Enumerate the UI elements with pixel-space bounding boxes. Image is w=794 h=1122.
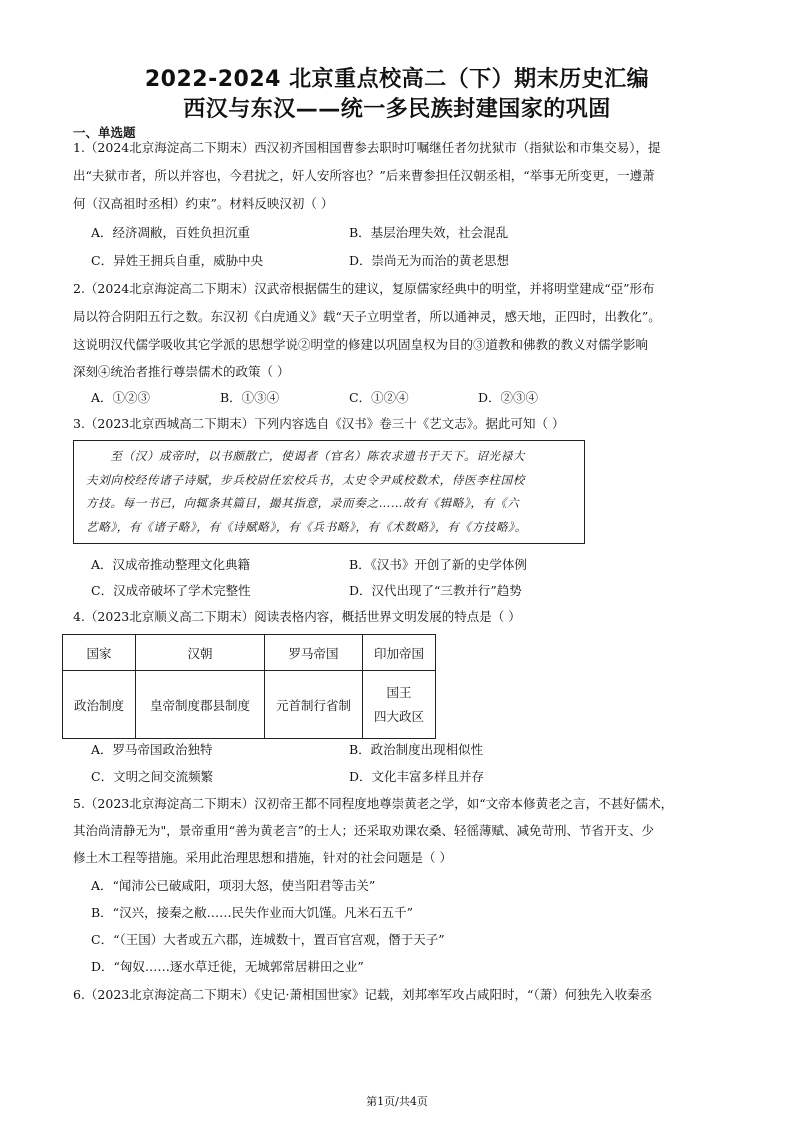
q5-option-d[interactable]: D．“匈奴……逐水草迁徙，无城郭常居耕田之业”	[91, 959, 364, 974]
q2-line-2: 局以符合阴阳五行之数。东汉初《白虎通义》载“天子立明堂者，所以通神灵，感天地，正四时，出教化”。	[73, 309, 661, 324]
table-header-row	[63, 635, 436, 671]
q5-line-1: 5.（2023北京海淀高二下期末）汉初帝王都不同程度地尊崇黄老之学，如“文帝本修黄老之言，不甚好儒术，	[73, 796, 674, 811]
q1-line-2: 出“夫狱市者，所以并容也，今君扰之，奸人安所容也？”后来曹参担任汉朝丞相，“举事无所变更，一遵萧	[73, 168, 655, 183]
q4-line-1: 4.（2023北京顺义高二下期末）阅读表格内容，概括世界文明发展的特点是（ ）	[73, 609, 521, 624]
q1-line-3: 何（汉高祖时丞相）约束”。材料反映汉初（ ）	[73, 196, 334, 211]
q5-option-a[interactable]: A．“闻沛公已破咸阳，项羽大怒，使当阳君等击关”	[91, 878, 376, 893]
q3-line-1: 3.（2023北京西城高二下期末）下列内容选自《汉书》卷三十《艺文志》。据此可知（ ）	[73, 416, 565, 431]
q2-option-c[interactable]: C．①②④	[349, 390, 409, 405]
table-header-cell: 国家	[63, 635, 136, 671]
q5-option-c[interactable]: C．“（王国）大者或五六郡，连城数十，置百官宫观，僭于天子”	[91, 932, 445, 947]
table-cell: 皇帝制度郡县制度	[136, 671, 265, 739]
q4-comparison-table	[62, 634, 436, 739]
q3-source-quote	[73, 440, 585, 544]
q2-option-b[interactable]: B．①③④	[220, 390, 280, 405]
q2-line-3: 这说明汉代儒学吸收其它学派的思想学说②明堂的修建以巩固皇权为目的③道教和佛教的教义对儒学影响	[73, 337, 649, 352]
page-subtitle: 西汉与东汉——统一多民族封建国家的巩固	[183, 97, 611, 122]
q4-option-b[interactable]: B．政治制度出现相似性	[349, 742, 484, 757]
quote-line: 方技。每一书已，向辄条其篇目，撮其指意，录而奏之……故有《辑略》，有《六	[86, 496, 520, 510]
q3-option-a[interactable]: A．汉成帝推动整理文化典籍	[91, 557, 251, 572]
q1-option-c[interactable]: C．异姓王拥兵自重，威胁中央	[91, 253, 264, 268]
q3-option-b[interactable]: B．《汉书》开创了新的史学体例	[349, 557, 527, 572]
q4-option-a[interactable]: A．罗马帝国政治独特	[91, 742, 213, 757]
table-header-cell: 罗马帝国	[265, 635, 363, 671]
table-cell-multiline	[363, 671, 436, 739]
q2-option-d[interactable]: D．②③④	[478, 390, 539, 405]
q5-line-2: 其治尚清静无为"，景帝重用“善为黄老言”的士人；还采取劝课农桑、轻徭薄赋、减免苛刑、节省开支、少	[73, 823, 655, 838]
q2-line-1: 2.（2024北京海淀高二下期末）汉武帝根据儒生的建议，复原儒家经典中的明堂，并将明堂建成“亞”形布	[73, 281, 655, 296]
q2-option-a[interactable]: A．①②③	[91, 390, 151, 405]
table-header-cell: 印加帝国	[363, 635, 436, 671]
q5-option-b[interactable]: B．“汉兴，接秦之敝……民失作业而大饥馑。凡米石五千”	[91, 905, 413, 920]
q3-option-d[interactable]: D．汉代出现了“三教并行”趋势	[349, 583, 522, 598]
section-title: 一、单选题	[73, 125, 136, 140]
quote-line: 至（汉）成帝时，以书颇散亡，使谒者（官名）陈农求遗书于天下。诏光禄大	[86, 449, 525, 463]
table-header-cell: 汉朝	[136, 635, 265, 671]
quote-line: 夫刘向校经传诸子诗赋，步兵校尉任宏校兵书，太史令尹咸校数术，侍医李柱国校	[86, 472, 525, 487]
page-title: 2022-2024 北京重点校高二（下）期末历史汇编	[144, 67, 650, 92]
q4-option-d[interactable]: D．文化丰富多样且并存	[349, 769, 485, 784]
q1-option-d[interactable]: D．崇尚无为而治的黄老思想	[349, 253, 510, 268]
q4-option-c[interactable]: C．文明之间交流频繁	[91, 769, 214, 784]
q1-option-a[interactable]: A．经济凋敝，百姓负担沉重	[91, 225, 251, 240]
q3-option-c[interactable]: C．汉成帝破坏了学术完整性	[91, 583, 251, 598]
table-cell-line: 四大政区	[373, 708, 424, 724]
table-row	[63, 671, 436, 739]
table-cell: 元首制行省制	[265, 671, 363, 739]
page-number: 第1页/共4页	[366, 1095, 428, 1108]
quote-line: 艺略》，有《诸子略》，有《诗赋略》，有《兵书略》，有《术数略》，有《方技略》。	[86, 519, 527, 534]
q1-line-1: 1.（2024北京海淀高二下期末）西汉初齐国相国曹参去职时叮嘱继任者勿扰狱市（指狱讼和市集交易），提	[73, 140, 661, 155]
q6-line-1: 6.（2023北京海淀高二下期末）《史记·萧相国世家》记载，刘邦率军攻占咸阳时，“（萧）何独先入收秦丞	[73, 987, 653, 1002]
table-row-label: 政治制度	[63, 671, 136, 739]
table-cell-line: 国王	[386, 684, 412, 700]
q5-line-3: 修土木工程等措施。采用此治理思想和措施，针对的社会问题是（ ）	[73, 850, 452, 865]
q1-option-b[interactable]: B．基层治理失效，社会混乱	[349, 225, 509, 240]
q2-line-4: 深刻④统治者推行尊崇儒术的政策（ ）	[73, 364, 290, 379]
